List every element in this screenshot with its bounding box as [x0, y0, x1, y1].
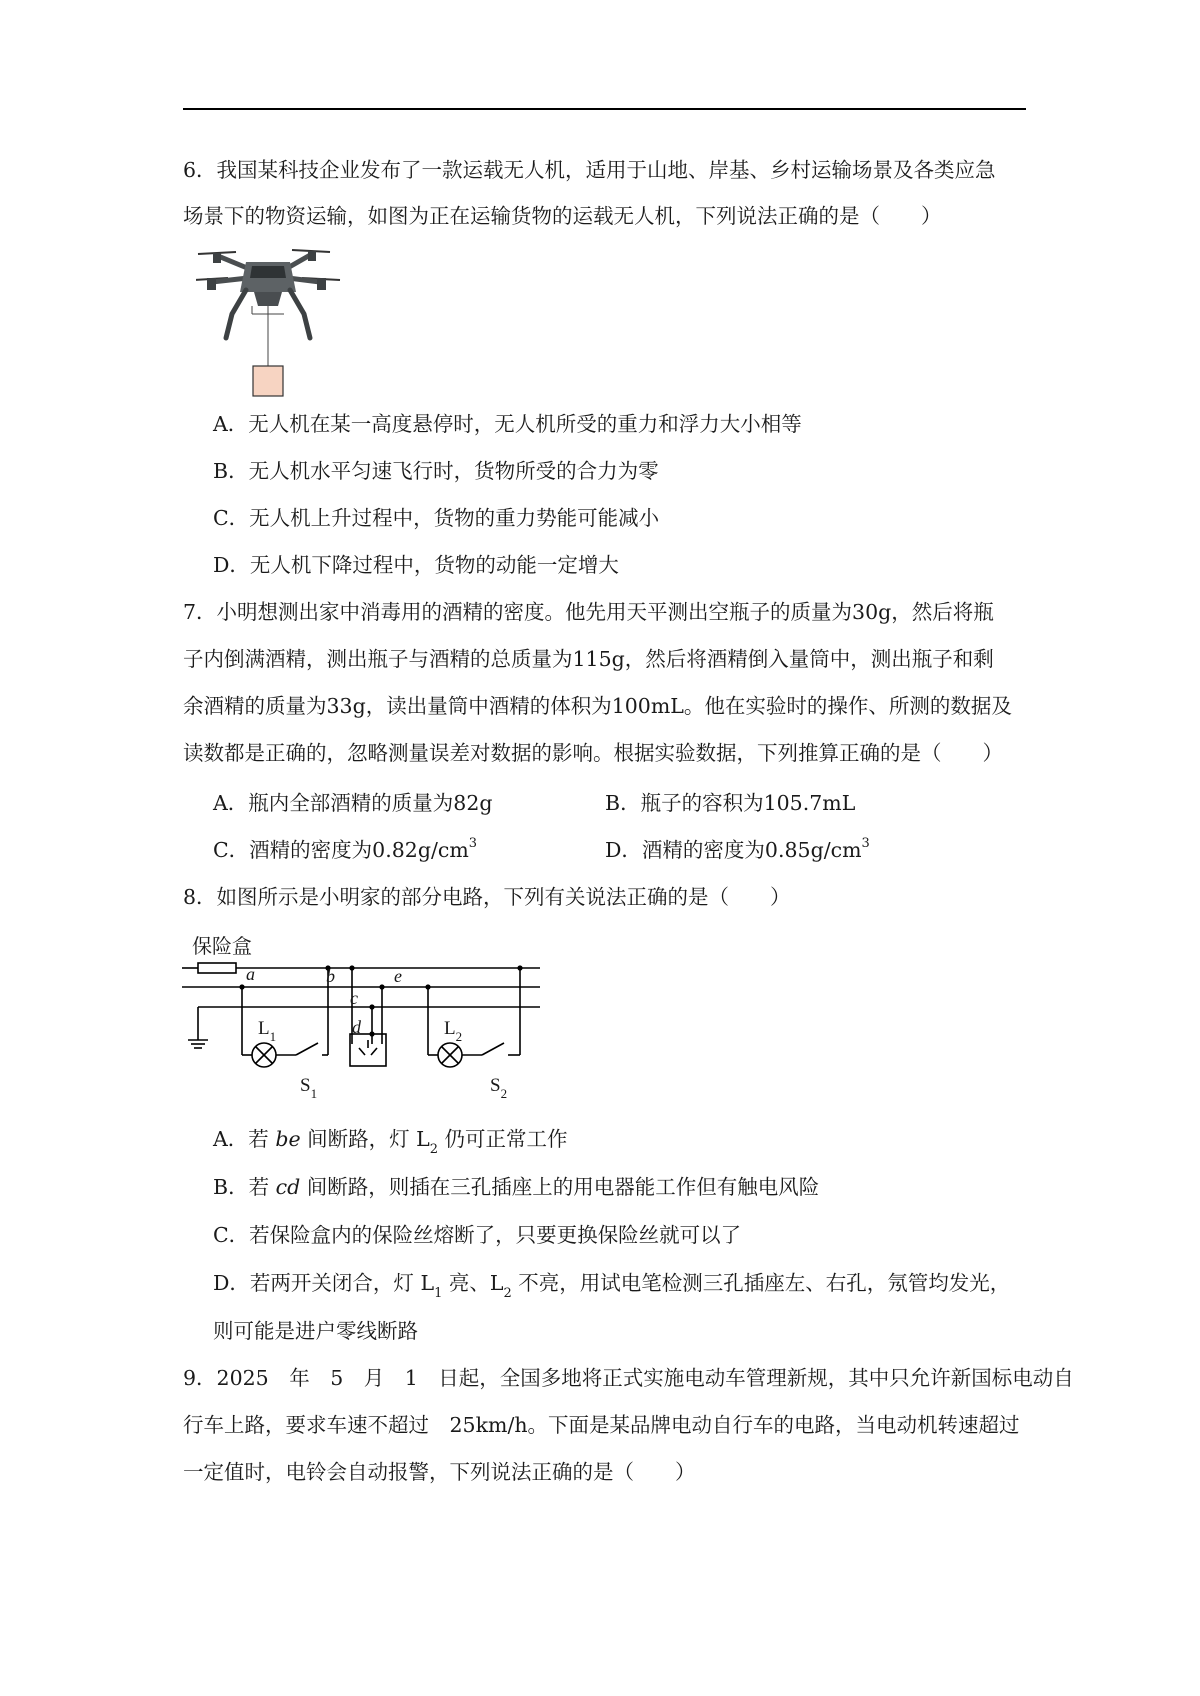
circuit-diagram — [180, 930, 550, 1110]
q9-stem-line3: 一定值时，电铃会自动报警，下列说法正确的是（ ） — [183, 1460, 696, 1484]
label-c: c — [350, 988, 358, 1008]
q6-option-c: C．无人机上升过程中，货物的重力势能可能减小 — [213, 506, 660, 530]
switch-s2-icon — [482, 1043, 504, 1055]
q8-option-d: D．若两开关闭合，灯 $L_1$ 亮、$L_2$ 不亮，用试电笔检测三孔插座左、右孔，氖管均发光， — [213, 1271, 1011, 1302]
q8-option-b: B．若 cd 间断路，则插在三孔插座上的用电器能工作但有触电风险 — [213, 1175, 820, 1199]
header-rule — [183, 108, 1026, 110]
fuse-icon — [198, 963, 236, 973]
cargo-box — [253, 366, 283, 396]
q7-stem-line1: 7．小明想测出家中消毒用的酒精的密度。他先用天平测出空瓶子的质量为30g，然后将瓶 — [183, 600, 994, 624]
q7-option-c: C．酒精的密度为$0.82g/cm^3$ — [213, 836, 478, 862]
fuse-box-label: 保险盒 — [192, 934, 252, 958]
q6-option-d: D．无人机下降过程中，货物的动能一定增大 — [213, 553, 619, 577]
q7-option-b: B．瓶子的容积为105.7mL — [605, 791, 856, 815]
q6-stem-line1: 6．我国某科技企业发布了一款运载无人机，适用于山地、岸基、乡村运输场景及各类应急 — [183, 158, 996, 182]
q7-stem-line4: 读数都是正确的，忽略测量误差对数据的影响。根据实验数据，下列推算正确的是（ ） — [183, 741, 1003, 765]
label-b: b — [326, 966, 335, 986]
q6-option-a: A．无人机在某一高度悬停时，无人机所受的重力和浮力大小相等 — [213, 412, 802, 436]
label-a: a — [246, 964, 255, 984]
q7-option-d: D．酒精的密度为$0.85g/cm^3$ — [605, 836, 870, 862]
q6-stem-line2: 场景下的物资运输，如图为正在运输货物的运载无人机，下列说法正确的是（ ） — [183, 204, 942, 228]
q8-option-c: C．若保险盒内的保险丝熔断了，只要更换保险丝就可以了 — [213, 1223, 742, 1247]
q7-option-a: A．瓶内全部酒精的质量为82g — [213, 791, 493, 815]
q8-stem: 8．如图所示是小明家的部分电路，下列有关说法正确的是（ ） — [183, 885, 791, 909]
label-s1: $S_1$ — [300, 1075, 318, 1101]
switch-s1-icon — [296, 1043, 318, 1055]
q8-option-a: A．若 be 间断路，灯 $L_2$ 仍可正常工作 — [213, 1127, 568, 1158]
q7-stem-line2: 子内倒满酒精，测出瓶子与酒精的总质量为115g，然后将酒精倒入量筒中，测出瓶子和剩 — [183, 647, 994, 671]
q8-option-d-line2: 则可能是进户零线断路 — [213, 1319, 418, 1343]
q9-stem-line2: 行车上路，要求车速不超过 25km/h。下面是某品牌电动自行车的电路，当电动机转速超过 — [183, 1413, 1020, 1437]
q6-option-b: B．无人机水平匀速飞行时，货物所受的合力为零 — [213, 459, 659, 483]
label-s2: $S_2$ — [490, 1075, 508, 1101]
label-l1: $L_1$ — [258, 1018, 277, 1044]
label-e: e — [394, 966, 402, 986]
q9-stem-line1: 9．2025 年 5 月 1 日起，全国多地将正式实施电动车管理新规，其中只允许新国标电动自 — [183, 1366, 1074, 1390]
label-l2: $L_2$ — [444, 1018, 463, 1044]
label-d: d — [352, 1017, 361, 1037]
q7-stem-line3: 余酒精的质量为33g，读出量筒中酒精的体积为100mL。他在实验时的操作、所测的数据及 — [183, 694, 1012, 718]
drone-figure — [196, 244, 342, 400]
